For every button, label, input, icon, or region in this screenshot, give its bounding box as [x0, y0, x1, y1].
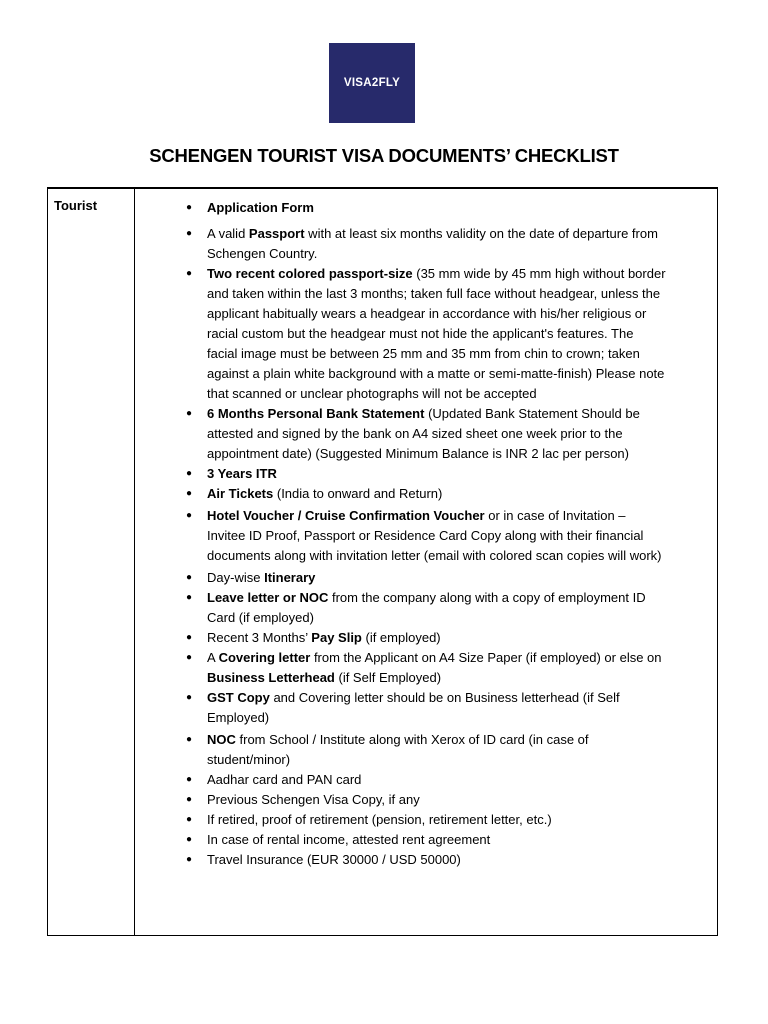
item-text: A valid	[207, 226, 249, 241]
checklist-item	[207, 264, 667, 404]
item-text: (if Self Employed)	[334, 670, 442, 685]
item-bold-text: Itinerary	[264, 570, 316, 585]
item-text: from the Applicant on A4 Size Paper (if employed) or else on	[310, 650, 662, 665]
checklist-item	[207, 648, 667, 688]
item-bold-text: 3 Years ITR	[207, 466, 277, 481]
checklist-item	[207, 850, 667, 870]
item-bold-text: Covering letter	[218, 650, 311, 665]
checklist-item	[207, 830, 667, 850]
item-text: In case of rental income, attested rent agreement	[207, 832, 491, 847]
checklist-item	[207, 568, 667, 588]
item-bold-text: Air Tickets	[207, 486, 274, 501]
checklist-item	[207, 224, 667, 264]
item-text: from School / Institute along with Xerox of ID card (in case of student/minor)	[207, 732, 589, 767]
item-text: (if employed)	[361, 630, 441, 645]
item-text: If retired, proof of retirement (pension, retirement letter, etc.)	[207, 812, 552, 827]
item-text: Aadhar card and PAN card	[207, 772, 362, 787]
page-title: SCHENGEN TOURIST VISA DOCUMENTS’ CHECKLIST	[149, 145, 619, 166]
checklist-item	[207, 198, 667, 218]
item-bold-text: Hotel Voucher / Cruise Confirmation Voucher	[207, 508, 485, 523]
visa2fly-logo	[329, 43, 415, 123]
item-bold-text: Passport	[248, 226, 305, 241]
item-bold-text: Leave letter or NOC	[207, 590, 329, 605]
item-bold-text: Business Letterhead	[207, 670, 335, 685]
item-bold-text: GST Copy	[207, 690, 270, 705]
checklist-item	[207, 730, 667, 770]
checklist-item	[207, 464, 667, 484]
checklist-item	[207, 790, 667, 810]
checklist-item	[207, 810, 667, 830]
category-cell: Tourist	[54, 198, 98, 213]
item-text: A	[207, 650, 219, 665]
item-text: (Updated Bank Statement Should be attested and signed by the bank on A4 sized sheet one week prior to the appointment date) (Suggested Minimum Balance is INR 2 lac per person)	[207, 406, 640, 461]
checklist-item	[207, 628, 667, 648]
item-text: from the company along with a copy of employment ID Card (if employed)	[207, 590, 646, 625]
checklist-item	[207, 688, 667, 728]
checklist-item	[207, 404, 667, 464]
item-text: or in case of Invitation – Invitee ID Proof, Passport or Residence Card Copy along with their financial documents along with invitation letter (email with colored scan copies will work)	[207, 508, 662, 563]
item-text: Recent 3 Months’	[207, 630, 312, 645]
item-text: (India to onward and Return)	[273, 486, 443, 501]
checklist-item	[207, 506, 667, 566]
item-bold-text: Application Form	[207, 200, 314, 215]
item-text: and Covering letter should be on Business letterhead (if Self Employed)	[207, 690, 620, 725]
logo-text: VISA2FLY	[343, 77, 401, 89]
item-bold-text: Two recent colored passport-size	[207, 266, 413, 281]
checklist-item	[207, 484, 667, 504]
item-bold-text: NOC	[207, 732, 236, 747]
item-text: Travel Insurance (EUR 30000 / USD 50000)	[207, 852, 461, 867]
item-text: Day-wise	[207, 570, 265, 585]
checklist-table	[47, 187, 718, 936]
item-text: (35 mm wide by 45 mm high without border and taken within the last 3 months; taken full face without headgear, unless the applicant habitually wears a headgear in accordance with his/her religious or racial custom but the headgear must not hide the applicant's features. The facial image must be between 25 mm and 35 mm from chin to crown; taken against a plain white background with a matte or semi-matte-finish) Please note that scanned or unclear photographs will not be accepted	[207, 266, 666, 401]
item-bold-text: Pay Slip	[311, 630, 362, 645]
column-divider	[134, 189, 135, 935]
checklist-item	[207, 588, 667, 628]
checklist-item	[207, 770, 667, 790]
item-text: with at least six months validity on the date of departure from Schengen Country.	[207, 226, 658, 261]
item-bold-text: 6 Months Personal Bank Statement	[207, 406, 425, 421]
item-text: Previous Schengen Visa Copy, if any	[207, 792, 420, 807]
document-list	[207, 198, 667, 870]
